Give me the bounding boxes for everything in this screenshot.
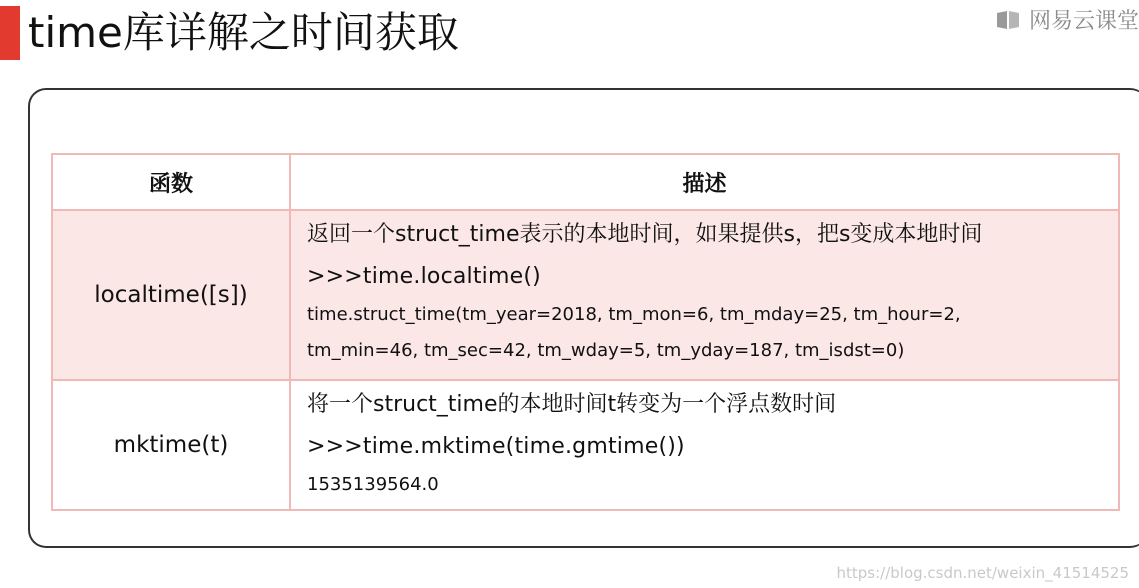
table-row — [52, 210, 1119, 380]
description-text: 将一个struct_time的本地时间t转变为一个浮点数时间 — [307, 392, 837, 417]
description-text: 返回一个struct_time表示的本地时间，如果提供s，把s变成本地时间 — [307, 222, 983, 247]
function-table — [51, 153, 1120, 511]
watermark: https://blog.csdn.net/weixin_41514525 — [836, 564, 1129, 582]
table-row — [52, 380, 1119, 510]
function-name: mktime(t) — [52, 380, 290, 510]
description-cell — [290, 210, 1119, 380]
table-header-row — [52, 154, 1119, 210]
brand-logo — [995, 4, 1139, 35]
code-output: 1535139564.0 — [307, 474, 439, 495]
header-function: 函数 — [52, 154, 290, 210]
title-accent-bar — [0, 6, 20, 60]
brand-name: 网易云课堂 — [1028, 9, 1139, 34]
function-name: localtime([s]) — [52, 210, 290, 380]
code-example: >>>time.mktime(time.gmtime()) — [307, 434, 685, 459]
page-title: time库详解之时间获取 — [28, 8, 459, 57]
header-description: 描述 — [290, 154, 1119, 210]
code-output: tm_min=46, tm_sec=42, tm_wday=5, tm_yday=187, tm_isdst=0) — [307, 340, 905, 361]
code-example: >>>time.localtime() — [307, 264, 541, 289]
book-icon — [995, 9, 1021, 31]
code-output: time.struct_time(tm_year=2018, tm_mon=6, tm_mday=25, tm_hour=2, — [307, 304, 961, 325]
description-cell — [290, 380, 1119, 510]
